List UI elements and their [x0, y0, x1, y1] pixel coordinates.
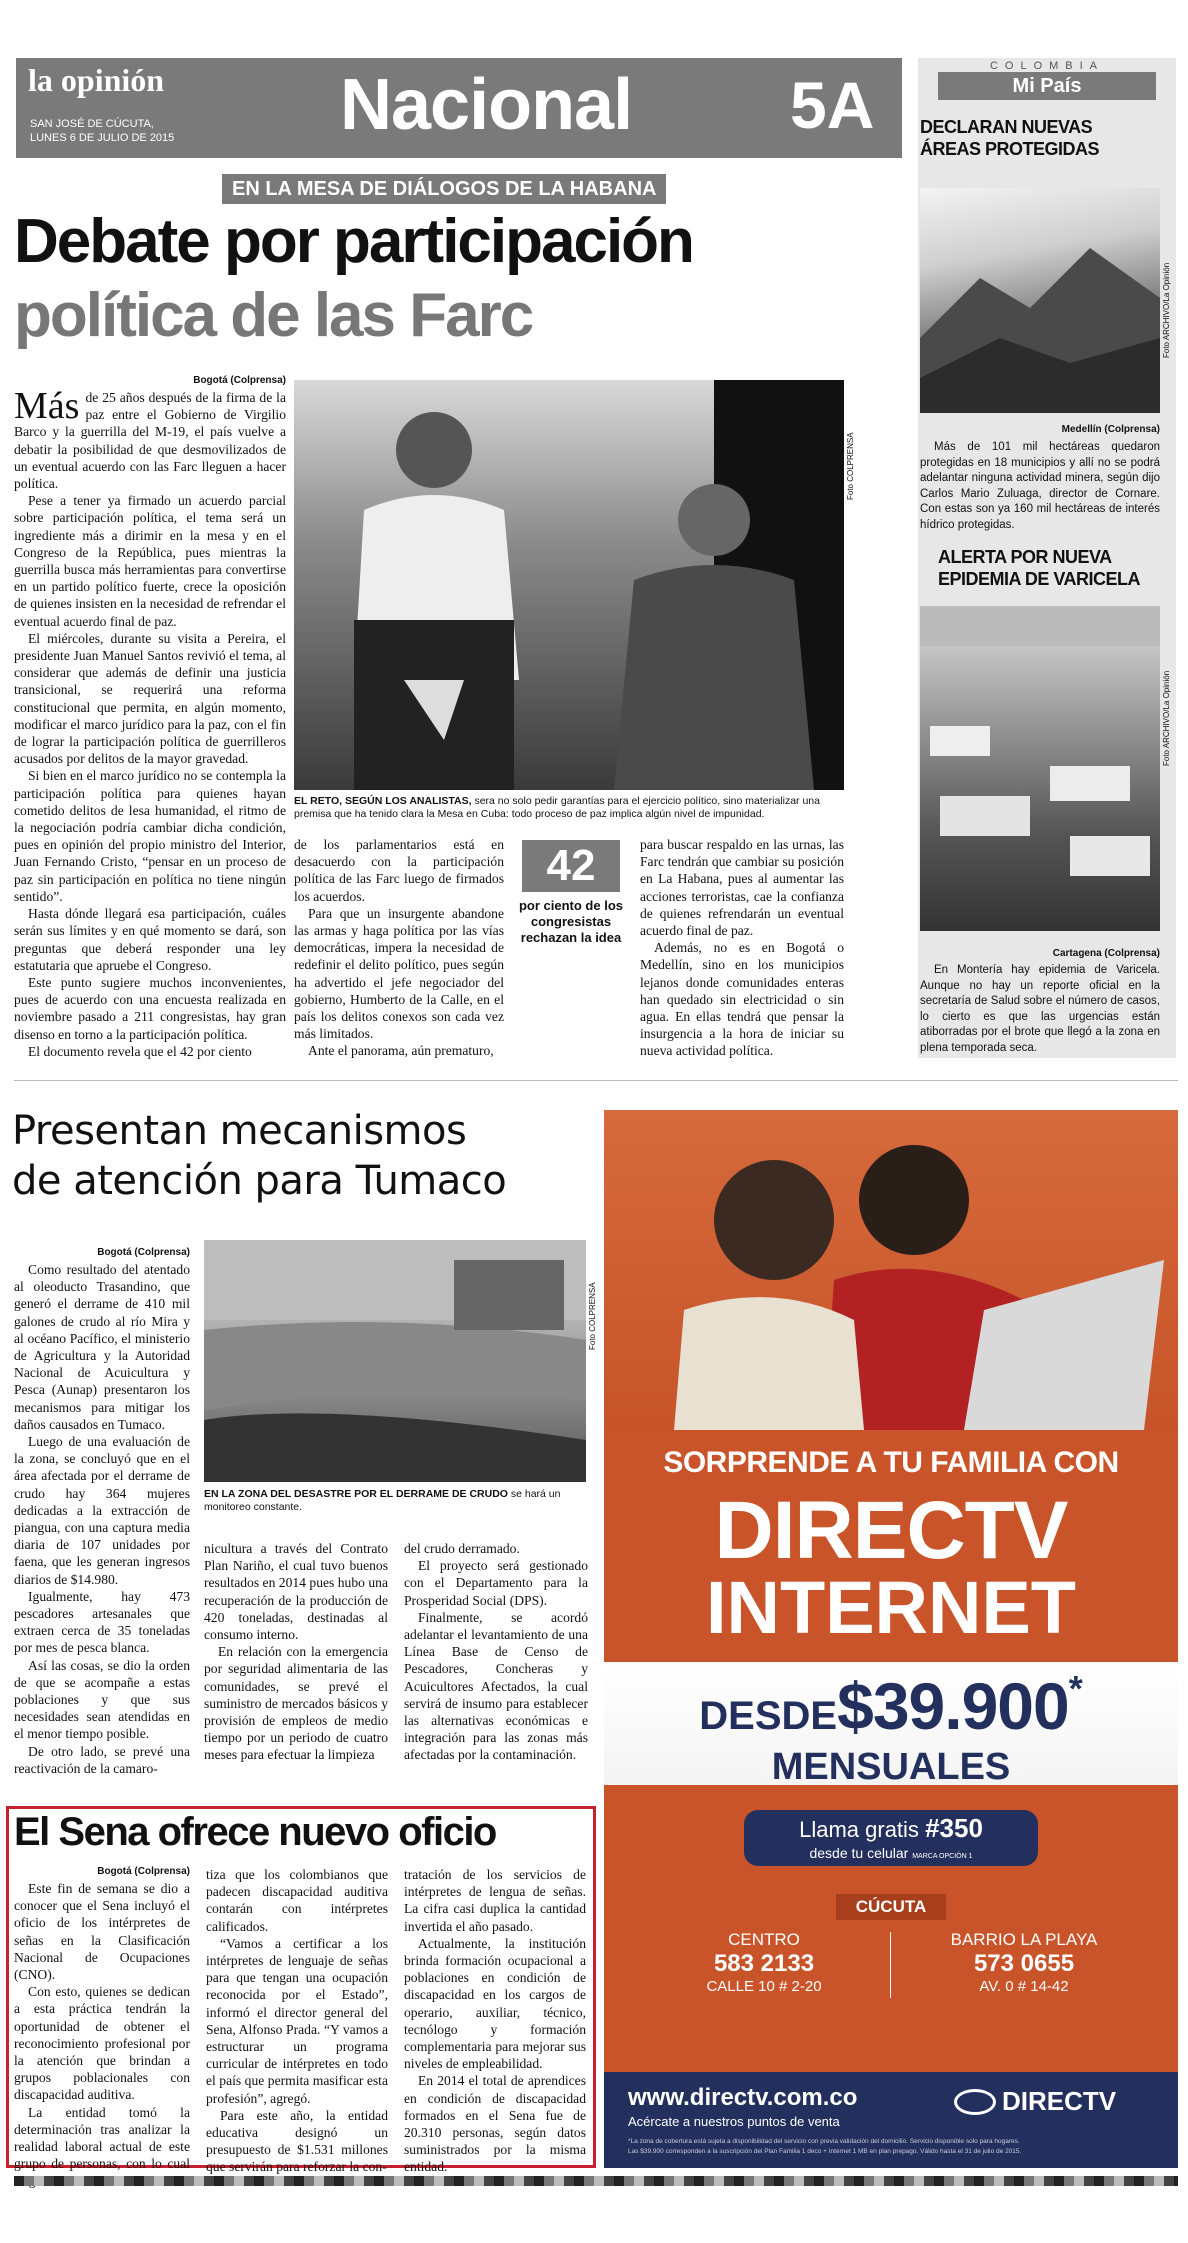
ad-call-row	[744, 1810, 1038, 1845]
lead-p1-text: de 25 años después de la firma de la paz entre el Gobierno de Virgilio Barco y la guerrilla del M-19, el país vuelve a debatir la posibilidad de que desmovilizados de un eventual acuerdo con las Farc lleguen a hacer política.	[14, 390, 286, 492]
ad-store2-phone: 573 0655	[973, 1950, 1075, 1977]
tumaco-col2-paragraph-1: nicultura a través del Contrato Plan Nariño, el cual tuvo buenos resultados en 2014 pues hubo una recuperación de la producción de 420 toneladas, destinadas al consumo interno.	[204, 1541, 388, 1643]
lead-caption-bold: EL RETO, SEGÚN LOS ANALISTAS,	[294, 795, 472, 807]
ad-call-sub: desde tu celular	[809, 1845, 909, 1861]
ad-brand-line1: DIRECTV	[714, 1485, 1068, 1576]
lead-col2-paragraph-1: de los parlamentarios está en desacuerdo con la participación política de las Farc luego de firmados los acuerdos.	[294, 837, 504, 904]
directv-logo-text: DIRECTV	[1002, 2086, 1117, 2116]
tumaco-column-1	[14, 1247, 190, 1777]
stat-box	[512, 840, 630, 946]
sena-paragraph-3: La entidad tomó la determinación tras analizar la realidad laboral actual de este grupo de personas, con lo cual	[14, 2104, 190, 2172]
tumaco-paragraph-3: Igualmente, hay 473 pescadores artesanales que extraen cerca de 35 toneladas por mes de pesca blanca.	[14, 1588, 190, 1656]
lead-column-1	[14, 375, 286, 1060]
sena-headline: El Sena ofrece nuevo oficio	[14, 1810, 496, 1854]
lead-paragraph-6: Este punto sugiere muchos inconvenientes, pues de acuerdo con una encuesta realizada en noviembre pasado a 211 congresistas, hay gran disenso en torno a la participación política.	[14, 974, 286, 1042]
ad-store1-name: CENTRO	[728, 1930, 800, 1949]
lead-caption-text: sera no solo pedir garantías para el ejercicio político, sino materializar una premisa que ha tenido clara la Mesa en Cuba: todo proceso de paz implica algún nivel de impunidad.	[294, 795, 820, 820]
masthead-date: LUNES 6 DE JULIO DE 2015	[30, 132, 175, 144]
ad-call-number: #350	[925, 1813, 983, 1843]
directv-logo	[954, 2086, 1116, 2117]
sena-col3-paragraph-3: En 2014 el total de aprendices en condición de discapacidad formados en el Sena fue de 20.310 personas, según datos suministrados por la misma entidad.	[404, 2073, 586, 2175]
lead-col2-paragraph-2: Para que un insurgente abandone las armas y haga política por las vías democráticas, impera la necesidad de redefinir el delito político, pues según ha advertido el jefe negociador del gobierno, Humberto de la Calle, en el país los delitos conexos son cada vez más limitados.	[294, 905, 504, 1042]
ad-brand-line2: INTERNET	[706, 1566, 1076, 1649]
river-spill-illustration	[204, 1240, 586, 1482]
sena-col3-paragraph-1: tratación de los servicios de intérpretes de lengua de señas. La cifra casi duplica la cantidad invertida el año pasado.	[404, 1867, 586, 1934]
story2-byline: Cartagena (Colprensa)	[1052, 948, 1160, 959]
sena-column-1	[14, 1866, 190, 2190]
family-laptop-illustration	[604, 1110, 1178, 1430]
lead-col3-paragraph-2: Además, no es en Bogotá o Medellín, sino en los municipios lejanos donde comunidades enteras han quedado sin electricidad o sin agua. En ellas tendrá que pensar la insurgencia a la hora de iniciar su nueva actividad política.	[640, 940, 844, 1059]
tumaco-col3-paragraph-3: Finalmente, se acordó adelantar el levantamiento de una Línea Base de Censo de Pescadores, Concheras y Acuicultores Afectados, la cual servirá de insumo para establecer las alternativas económicas e integración para las zonas más afectadas por la contaminación.	[404, 1609, 588, 1763]
sidebar-section: Mi País	[938, 72, 1156, 100]
story2-photo	[920, 606, 1160, 931]
lead-paragraph-1	[14, 385, 286, 492]
story2-headline-line2: EPIDEMIA DE VARICELA	[938, 569, 1141, 589]
tumaco-headline-line1: Presentan mecanismos	[12, 1108, 467, 1154]
story1-body: Más de 101 mil hectáreas quedaron protegidas en 18 municipios y allí no se podrá adelantar ninguna actividad minera, según dijo Carlos Mario Zuluaga, director de Cornare. Con estas son ya 160 mil hectáreas de interés hídrico protegidas.	[920, 441, 1160, 531]
lead-paragraph-7: El documento revela que el 42 por ciento	[28, 1043, 252, 1059]
lead-kicker: EN LA MESA DE DIÁLOGOS DE LA HABANA	[222, 174, 666, 204]
sidebar-kicker: COLOMBIA	[989, 60, 1105, 72]
story1-byline: Medellín (Colprensa)	[1061, 424, 1160, 435]
ad-city: CÚCUTA	[836, 1894, 946, 1920]
ad-fine-print-1: *La zona de cobertura está sujeta a disponibilidad del servicio con previa validación del domicilio. Servicio disponible solo para hogares.	[628, 2138, 1020, 2145]
sena-byline: Bogotá (Colprensa)	[97, 1866, 190, 1877]
page-number: 5A	[790, 68, 875, 142]
ad-price-star: *	[1068, 1668, 1083, 1709]
sena-column-3	[404, 1866, 586, 2176]
tumaco-photo-credit: Foto COLPRENSA	[588, 1282, 597, 1350]
lead-col3-paragraph-1: para buscar respaldo en las urnas, las Farc tendrán que cambiar su posición en La Habana, pues al aumentar las acciones terroristas, cae la confianza de quienes refrendarán un eventual acuerdo final de paz.	[640, 837, 844, 939]
tumaco-paragraph-1: Como resultado del atentado al oleoducto Trasandino, que generó el derrame de 410 mil galones de crudo al río Mira y al océano Pacífico, el ministerio de Agricultura y la Autoridad Nacional de Acuicultura y Pesca (Aunap) presentaron los mecanismos para mitigar los daños causados en Tumaco.	[14, 1262, 190, 1432]
tumaco-column-2	[204, 1540, 388, 1764]
tumaco-caption-bold: EN LA ZONA DEL DESASTRE POR EL DERRAME DE CRUDO	[204, 1488, 508, 1500]
story1-credit: Foto ARCHIVO/La Opinión	[1162, 262, 1171, 358]
directv-logo-icon	[954, 2089, 996, 2115]
sena-column-2	[206, 1866, 388, 2176]
stat-number: 42	[522, 840, 620, 892]
tumaco-caption-text: se hará un monitoreo constante.	[204, 1488, 561, 1513]
tumaco-photo	[204, 1240, 586, 1482]
lead-photo-credit: Foto COLPRENSA	[846, 432, 855, 500]
masthead-city: SAN JOSÉ DE CÚCUTA,	[30, 118, 154, 130]
tumaco-paragraph-2: Luego de una evaluación de la zona, se concluyó que en el área afectada por el derrame de crudo hay 364 mujeres dedicadas a la extracción de piangua, con una captura media diaria de 107 unidades por faena, que les generan ingresos diarios de $14.980.	[14, 1434, 190, 1587]
masthead-logo: la opinión	[28, 62, 165, 98]
lead-column-3	[640, 836, 844, 1060]
ad-url[interactable]: www.directv.com.co	[628, 2084, 858, 2111]
section-divider	[14, 1080, 1178, 1081]
ad-call-subrow	[744, 1845, 1038, 1865]
ad-price-prefix: DESDE	[699, 1694, 838, 1738]
ad-store2-addr: AV. 0 # 14-42	[979, 1978, 1069, 1995]
tumaco-photo-caption	[204, 1488, 594, 1514]
story1-headline	[920, 116, 1176, 160]
ad-call-note: MARCA OPCIÓN 1	[912, 1853, 973, 1860]
story2-body: En Montería hay epidemia de Varicela. Aunque no hay un reporte oficial en la secretaría de Salud sobre el número de casos, lo cierto es que las urgencias están atiborradas por el brote que llegó a la zona en plena temporada seca.	[920, 964, 1160, 1054]
lead-paragraph-5: Hasta dónde llegará esa participación, cuáles serán sus límites y en qué momento se dará, son preguntas que deberá responder una ley estatutaria que apruebe el Congreso.	[14, 906, 286, 973]
story2-credit: Foto ARCHIVO/La Opinión	[1162, 670, 1171, 766]
tumaco-headline-line2: de atención para Tumaco	[12, 1158, 507, 1204]
stat-text: por ciento de los congresistas rechazan la idea	[518, 898, 623, 945]
ad-photo	[604, 1110, 1178, 1430]
ad-fine-print-2: Las $39.900 corresponden a la suscripción del Plan Familia 1 deco + Internet 1 MB en plan prepago. Válido hasta el 31 de julio de 2015.	[628, 2148, 1022, 2155]
tumaco-col3-paragraph-2: El proyecto será gestionado con el Departamento para la Prosperidad Social (DPS).	[404, 1558, 588, 1608]
lead-col2-paragraph-3: Ante el panorama, aún prematuro,	[308, 1043, 494, 1059]
ad-price-value: $39.900	[837, 1669, 1069, 1743]
ad-price-line	[604, 1668, 1178, 1744]
ad-store-playa	[914, 1930, 1134, 1995]
lead-headline-line2: política de las Farc	[14, 281, 533, 350]
ad-price-suffix: MENSUALES	[771, 1746, 1011, 1788]
sena-col2-paragraph-3: Para este año, la entidad educativa designó un presupuesto de $1.531 millones que servirán para reforzar la con-	[206, 2107, 388, 2175]
lead-headline-line1: Debate por participación	[14, 207, 693, 276]
ad-store2-name: BARRIO LA PLAYA	[950, 1930, 1098, 1949]
print-color-bar	[14, 2176, 1178, 2186]
tumaco-paragraph-5: De otro lado, se prevé una reactivación de la camaro-	[14, 1743, 190, 1776]
ad-store-divider	[890, 1932, 891, 1998]
tumaco-col3-paragraph-1: del crudo derramado.	[404, 1541, 520, 1556]
lead-paragraph-4: Si bien en el marco jurídico no se contempla la participación política para quienes hayan cometido delitos de lesa humanidad, el ritmo de la negociación podría cambiar dicha condición, pues en opinión del propio ministro del Interior, Juan Fernando Cristo, “pensar en un proceso de paz sin participación en política no tiene ningún sentido”.	[14, 768, 286, 904]
lead-column-2	[294, 836, 504, 1060]
ad-footer	[604, 2072, 1178, 2168]
ad-store-centro	[664, 1930, 864, 1995]
lead-byline: Bogotá (Colprensa)	[193, 375, 286, 386]
tumaco-headline	[12, 1106, 506, 1206]
tumaco-col2-paragraph-2: En relación con la emergencia por seguridad alimentaria de las comunidades, se prevé el suministro de mercados básicos y provisión de empleos de medio tiempo por un periodo de cuatro meses para efectuar la limpieza	[204, 1644, 388, 1763]
sidebar	[918, 58, 1176, 1058]
lead-dropword: Más	[14, 385, 80, 427]
directv-ad	[604, 1110, 1178, 2168]
lead-paragraph-2: Pese a tener ya firmado un acuerdo parcial sobre participación política, el tema será un ingrediente más a dirimir en la mesa y en el Congreso de la República, pues mientras la guerrilla busca más herramientas para convertirse en un partido político fuerte, crece la oposición de quienes insisten en la necesidad de refrendar el eventual acuerdo final de paz.	[14, 493, 286, 629]
story1-headline-line1: DECLARAN NUEVAS	[920, 117, 1093, 137]
story1-headline-line2: ÁREAS PROTEGIDAS	[920, 139, 1100, 159]
ad-store1-phone: 583 2133	[713, 1950, 815, 1977]
ad-store1-addr: CALLE 10 # 2-20	[706, 1978, 822, 1995]
story2-headline	[938, 546, 1140, 590]
tumaco-byline: Bogotá (Colprensa)	[97, 1247, 190, 1258]
story1-photo	[920, 188, 1160, 413]
ad-call-text: Llama gratis	[799, 1817, 919, 1842]
ad-tagline: SORPRENDE A TU FAMILIA CON	[663, 1446, 1119, 1479]
press-conference-illustration	[294, 380, 844, 790]
mountain-illustration	[920, 188, 1160, 413]
tumaco-paragraph-4: Así las cosas, se dio la orden de que se acompañe a estas poblaciones y que sus necesidades sean atendidas en el menor tiempo posible.	[14, 1657, 190, 1742]
lead-photo	[294, 380, 844, 790]
section-title: Nacional	[340, 65, 633, 145]
ad-call-pill	[744, 1810, 1038, 1866]
sena-paragraph-1: Este fin de semana se dio a conocer que el Sena incluyó el oficio de los intérpretes de señas en la Clasificación Nacional de Ocupaciones (CNO).	[14, 1881, 190, 1983]
sena-col3-paragraph-2: Actualmente, la institución brinda formación ocupacional a poblaciones en condición de discapacidad en los cargos de operario, auxiliar, técnico, tecnólogo y formación complementaria para mejorar sus niveles de empleabilidad.	[404, 1935, 586, 2072]
lead-paragraph-3: El miércoles, durante su visita a Pereira, el presidente Juan Manuel Santos revivió el tema, al considerar que además de definir una justicia transicional, se requerirá una reforma constitucional que permita, en algún momento, modificar el marco jurídico para la paz, con el fin de lograr la participación política de guerrilleros acusados por delitos de la mayor gravedad.	[14, 630, 286, 767]
sena-col2-paragraph-1: tiza que los colombianos que padecen discapacidad auditiva contarán con intérpretes calificados.	[206, 1867, 388, 1934]
tumaco-column-3	[404, 1540, 588, 1764]
sena-paragraph-2: Con esto, quienes se dedican a esta práctica tendrán la oportunidad de obtener el reconocimiento profesional por la atención que brindan a grupos poblacionales con discapacidad auditiva.	[14, 1984, 190, 2103]
story2-headline-line1: ALERTA POR NUEVA	[938, 547, 1112, 567]
hospital-ward-illustration	[920, 606, 1160, 931]
ad-url-sub: Acércate a nuestros puntos de venta	[628, 2114, 840, 2129]
lead-photo-caption	[294, 795, 844, 821]
sena-col2-paragraph-2: “Vamos a certificar a los intérpretes de lenguaje de señas para que tengan una ocupación reconocida por el Estado”, informó el director general del Sena, Alfonso Prada. “Y vamos a estructurar un programa curricular de intérpretes en todo el país que permita masificar esta profesión”, agregó.	[206, 1935, 388, 2106]
